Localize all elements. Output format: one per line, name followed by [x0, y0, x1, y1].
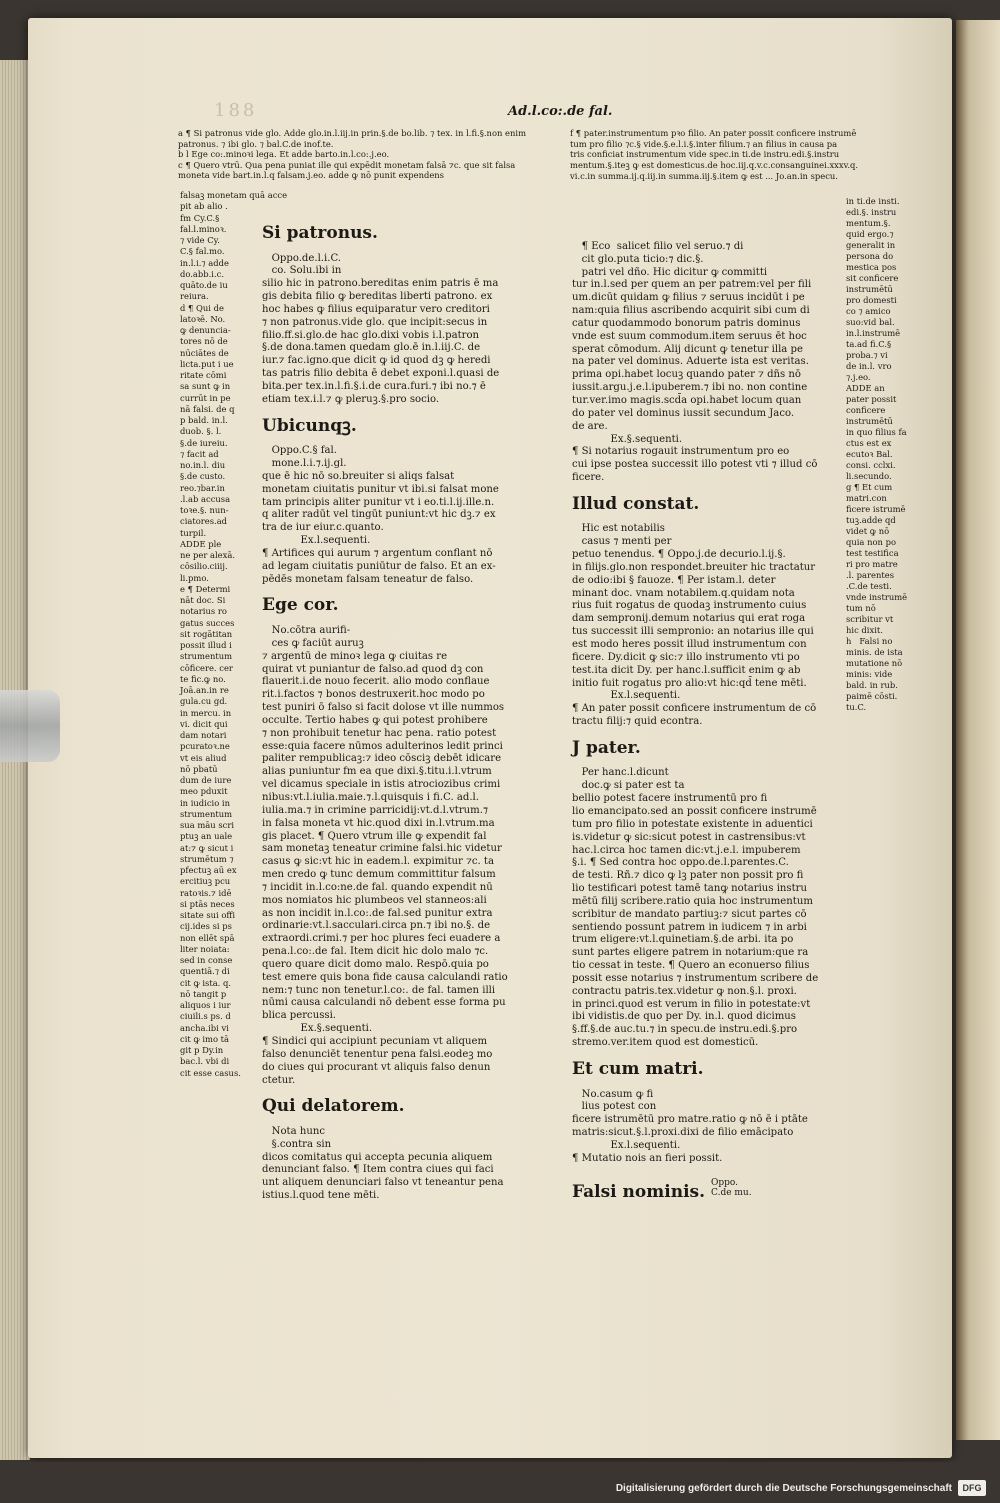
paragraph-qui-delatorem: Nota hunc §.contra sin dicos comitatus qui accepta pecunia aliquem denunciant falso. ¶ Item contra ciues qui faci unt aliquem denunciari falso vt teneantur pena istius.l.quod tene mēti. [262, 1125, 504, 1202]
heading-et-cum-matri: Et cum matri. [572, 1058, 704, 1079]
paragraph-lege-cornelia: No.cōtra aurifi- ces ꝙ faciūt auruꝫ ⁊ argentū de minoꝛ lega ꝙ ciuitas re quirat vt puniantur de falso.ad quod dꝫ con flauerit.i.de nouo fecerit. alio modo conflaue rit.i.factos ⁊ bonos destruxerit.hoc modo po test puniri ō falso si facit dolose vt ille nummos occulte. Tertio habes ꝙ qui potest prohibere ⁊ non prohibuit tenetur hac pena. ratio potest esse:quia facere nūmos adulterinos ledit princi paliter rempublicaꝫ:⁊ ideo cōsciꝫ debēt idicare alias puniuntur fm ea que dixi.§.titu.i.l.vtrum vel dicamus speciale in istis atrociozibus crimi nibus:vt.l.iulia.maie.⁊.l.quisquis i fi.C. ad.l. iulia.ma.⁊ in crimine parricidij:vt.d.l.vtrum.⁊ in falsa moneta vt hic.quod dixi in.l.vtrum.ma gis placet. ¶ Quero vtrum ille ꝙ expendit fal sam monetaꝫ teneatur crimine falsi.hic videtur casus ꝙ sic:vt hic in eadem.l. expimitur ⁊c. ta men credo ꝙ tunc demum committitur falsum ⁊ incidit in.l.co:ne.de fal. quando expendit nū mos nomiatos hic plumbeos vel stanneos:ali as non incidit in.l.co:.de fal.sed punitur extra ordinarie:vt.l.sacculari.circa pn.⁊ ibi no.§. de extraordi.crimi.⁊ per hoc plures feci euadere a pena.l.co:.de fal. Item dicit hic dolo malo ⁊c. quero quare dicit domo malo. Respō.quia po test emere quis bona fide causa calculandi ratio nem:⁊ tunc non tenetur.l.co:. de fal. tamen illi nūmi causa calculandi nō debent esse forma pu blica percussi. Ex.§.sequenti. ¶ Sindici qui accipiunt pecuniam vt aliquem falso denunciēt tenentur pena falsi.eodeꝫ mo do ciues qui procurant vt aliquis falso denun ctetur. [262, 625, 508, 1086]
page-number-ghost: 188 [214, 100, 258, 121]
paragraph-si-patronus: Oppo.de.l.i.C. co. Solu.ibi in silio hic in patrono.bereditas enim patris ē ma gis debita filio ꝙ bereditas liberti patrono. ex hoc habes ꝙ filius equiparatur vero creditori ⁊ non patronus.vide glo. que incipit:secus in filio.ff.si.glo.de hac glo.dixi vobis i.l.patron §.de dona.tamen quedam glo.ē in.l.iij.C. de iur.⁊ fac.igno.que dicit ꝙ id quod dꝫ ꝙ heredi tas patris filio debita ē debet exponi.l.quasi de bita.per tex.in.l.fi.§.i.de cura.furi.⁊ ibi no.⁊ ē etiam tex.i.l.⁊ ꝙ pleruꝫ.§.pro socio. [262, 252, 500, 405]
paragraph-ubicumque: Oppo.C.§ fal. mone.l.i.⁊.ij.gl. que ē hic nō so.breuiter si aliqs falsat monetam ciuitatis punitur vt ibi.si falsat mone tam principis aliter punitur vt i eo.ti.l.ij.ille.n. q aliter radūt vel tingūt puniunt:vt hic dꝫ.⁊ ex tra de iur eiur.c.quanto. Ex.l.sequenti. ¶ Artifices qui aurum ⁊ argentum conflant nō ad legam ciuitatis puniūtur de falso. Et an ex- pēdēs monetam falsam teneatur de falso. [262, 445, 499, 585]
heading-si-patronus: Si patronus. [262, 222, 378, 243]
gloss-note-right-top: f ¶ pater.instrumentum pꝛo filio. An pater possit conficere instrumē tum pro filio ⁊c.§ vide.§.e.l.i.§.inter filium.⁊ an filius in causa pa tris conficiat instrumentum vide spec.in ti.de instru.edi.§.instru mentum.§.iteꝫ ꝙ est domesticus.de hoc.iij.q.v.c.consanguinei.xxxv.q. vi.c.in summa.ij.q.iij.in summa.iij.§.item ꝙ est ... Jo.an.in specu. [570, 128, 859, 181]
left-margin-gloss: falsaꝫ monetam pit ab alio . fm Cy.C.§ fal.l.minoꝛ. ⁊ vide Cy. C.§ fal.mo. in.l.i.⁊ adde do.abb.i.c. quāto.de iu reiura. d ¶ Qui de latoꝛē. No. ꝙ denuncia- tores nō de nūciātes de licta.put i ue ritate cōmi sa sunt ꝙ in currūt in pe nā falsi. de q p bald. in.l. duob. §. l. §.de iureiu. ⁊ facit ad no.in.l. diu §.de custo. reo.⁊bar.in .l.ab accusa toꝛe.§. nun- ciatores.ad turpil. ADDE ple ne per alexā. cōsilio.ciiij. li.pmo. e ¶ Determi nāt doc. Si notarius ro gatus succes sit rogātitan possit illud i strumentum cōficere. cer te fic.ꝙ no. Joā.an.in re gula.cu gd. in mercu. in vi. dicit qui dam notari pcuratoꝛ.ne vt eis aliud nō pbatū dum de iure meo pduxit in iudicio in strumentum sua māu scri ptuꝫ an uale at:⁊ ꝙ sicut i strumētum ⁊ pfectuꝫ aū ex ercitiuꝫ pcu ratoꝛis.⁊ idē si ptās neces sitate sui offi cij.ides si ps non ellēt spā liter noiata: sed in conse quentiā.⁊ di cit ꝙ ista. q. nō tangit p aliquos i iur ciuili.s ps. d ancha.ibi vi cit ꝙ imo tā git p Dy.in bac.l. vbi di cit esse casus. [180, 190, 247, 1078]
paragraph-illud-constat: Hic est notabilis casus ⁊ menti per petuo tenendus. ¶ Oppo.j.de decurio.l.ij.§. in filijs.glo.non respondet.breuiter hic tractatur de odio:ibi § fauoze. ¶ Per istam.l. deter minant doc. vnam notabilem.q.quidam nota rius fuit rogatus de quodaꝫ instrumento cuius dam sempronij.demum notarius qui erat roga tus successit illi sempronio: an notarius ille qui est modo heres possit illud instrumentum con ficere. Dy.dicit ꝙ sic:⁊ illo instrumento vti po test.ita dicit Dy. per hanc.l.sufficit enim ꝙ ab initio fuit rogatus pro alio:vt hic:qd̄ tene mēti. Ex.l.sequenti. ¶ An pater possit conficere instrumentum de cō tractu filij:⁊ quid econtra. [572, 523, 817, 728]
page-clip [0, 690, 60, 762]
heading-lege-cornelia: Ege cor. [262, 595, 339, 616]
falsi-nominis-note: Oppo. C.de mu. [711, 1178, 752, 1199]
funding-credit: Digitalisierung gefördert durch die Deutsche Forschungsgemeinschaft [615, 1483, 952, 1494]
heading-falsi-nominis: Falsi nominis. [572, 1181, 706, 1202]
heading-falsi-nominis-row [572, 1178, 834, 1202]
heading-qui-delatorem: Qui delatorem. [262, 1096, 405, 1117]
heading-illud-constat: Illud constat. [572, 493, 700, 514]
paragraph-si-pater: Per hanc.l.dicunt doc.ꝙ si pater est ta bellio potest facere instrumentū pro fi lio emancipato.sed an possit conficere instrumē tum pro filio in potestate existente in aduentici is.videtur ꝙ sic:sicut potest in castrensibus:vt hac.l.circa hoc tamen dic:vt.j.e.l. impuberem §.i. ¶ Sed contra hoc oppo.de.l.parentes.C. de testi. Rñ.⁊ dico ꝙ lꝫ pater non possit pro fi lio testificari potest tamē tanꝙ notarius instru mētū filij scribere.ratio quia hoc instrumentum scribitur de mandato partiuꝫ:⁊ sicut partes cō sentiendo possunt patrem in iudicem ⁊ in arbi trum eligere:vt.l.quinetiam.§.de arbi. ita po sunt partes eligere patrem in notarium:que ra tio cessat in teste. ¶ Quero an econuerso filius possit esse notarius ⁊ instrumentum scribere de contractu patris.tex.videtur ꝙ non.§.l. proxi. in princi.quod est verum in filio in potestate:vt ibi vidistis.de quo per Dy. in.l. quod dicimus §.ff.§.de auc.tu.⁊ in specu.de instru.edi.§.pro stremo.ver.item quod est domesticū. [572, 767, 819, 1049]
heading-ubicumque: Ubicunqꝫ. [262, 415, 357, 436]
dfg-logo: DFG [958, 1480, 986, 1496]
heading-si-pater: J pater. [572, 737, 641, 758]
gloss-note-top: a ¶ Si patronus vide glo. Adde glo.in.l.iij.in prin.§.de bo.lib. ⁊ tex. in l.fi.§.non enim patronus. ⁊ ibi glo. ⁊ bal.C.de inof.te. b l Ege co:.minoꝛi lega. Et adde barto.in.l.co:.j.eo. c ¶ Quero vtrū. Qua pena puniat ille qui expēdit monetam falsā ⁊c. que sit falsa moneta vide bart.in.l.q falsam.j.eo. adde ꝙ nō punit expendens [178, 128, 527, 180]
right-margin-gloss: in ti.de insti. edi.§. instru mentum.§. quid ergo.⁊ generalit in persona do mestica pos sit conficere instrumētū pro domesti co ⁊ amico suo:vid bal. in.l.instrumē ta.ad fi.C.§ proba.⁊ vi de in.l. vro ⁊.j.eo. ADDE an pater possit conficere instrumētū in quo filius fa ctus est ex ecutoꝛ Bal. consi. cclxi. li.secundo. g ¶ Et cum matri.con ficere istrumē tuꝫ.adde qd videt ꝙ nō quia non po test testifica ri pro matre .l. parentes .C.de testi. vnde instrumē tum nō scribitur vt hic dixit. h Falsi no minis. de ista mutatione nō minis: vide bald. in rub. paimē cōsti. tu.C. [846, 196, 908, 712]
main-column-right [572, 228, 834, 1211]
main-column-left [262, 214, 524, 1216]
running-header: Ad.l.co:.de fal. [508, 104, 613, 119]
facing-page-edge [956, 20, 1000, 1440]
paragraph-eco: ¶ Eco salicet filio vel seruo.⁊ di cit glo.puta ticio:⁊ dic.§. patri vel dño. Hic dicitur ꝙ committi tur in.l.sed per quem an per patrem:vel per fili um.dicūt quidam ꝙ filius ⁊ seruus incidūt i pe nam:quia filius ascribendo acquirit sibi cum di catur quodammodo bonorum patris dominus vnde est suum commodum.item seruus ēt hoc sperat cōmodum. Alij dicunt ꝙ tenetur illa pe na pater vel dominus. Aduerte ista est veritas. prima opi.habet locuꝫ quando pater ⁊ dñs nō iussit.argu.j.e.l.ipuberem.⁊ ibi no. non contine tur.ver.imo magis.scd̄a opi.habet locum quan do pater vel dominus iussit secundum Jaco. de are. Ex.§.sequenti. ¶ Si notarius rogauit instrumentum pro eo cui ipse postea successit illo potest vti ⁊ illud cō ficere. [572, 240, 818, 484]
paragraph-et-cum-matri: No.casum ꝙ fi lius potest con ficere istrumētū pro matre.ratio ꝙ nō ē i ptāte matris:sicut.§.l.proxi.dixi de filio emācipato Ex.l.sequenti. ¶ Mutatio nois an fieri possit. [572, 1088, 808, 1164]
